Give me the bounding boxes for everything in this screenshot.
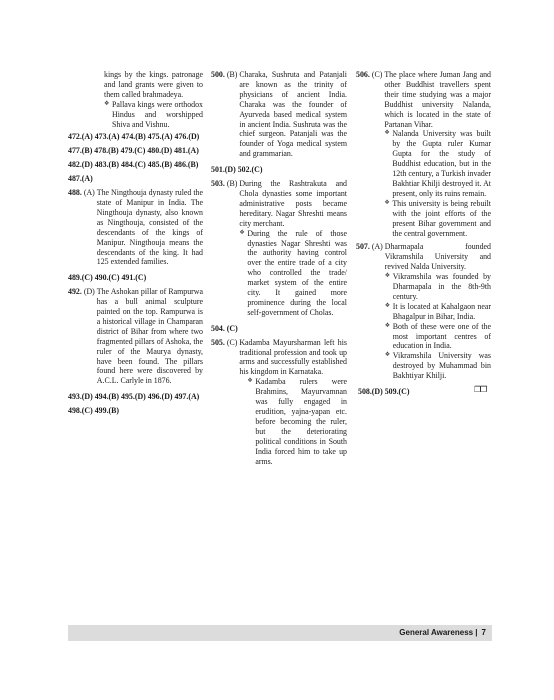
bullet-icon: ❖	[247, 378, 253, 385]
question-number: 488.	[68, 188, 82, 198]
explanation-block	[384, 70, 491, 238]
bullet-icon: ❖	[239, 229, 245, 236]
explanation-block	[385, 242, 491, 381]
answer-row: 487.(A)	[68, 174, 93, 184]
answer-row: 482.(D) 483.(B) 484.(C) 485.(B) 486.(B)	[68, 160, 199, 170]
question-number: 505.	[211, 337, 225, 347]
bullet-icon: ❖	[384, 199, 390, 206]
answer-entry-505	[211, 338, 347, 467]
bullet-item	[385, 272, 491, 302]
bullet-text: Vikramshila was founded by Dharmapala in the 8th-9th century.	[392, 272, 491, 301]
bullet-item	[239, 377, 347, 466]
question-number: 506.	[356, 70, 370, 79]
answer-option: (C)	[226, 337, 238, 347]
answer-row: 493.(D) 494.(B) 495.(D) 496.(D) 497.(A)	[68, 392, 200, 402]
bullet-icon: ❖	[384, 352, 391, 359]
bullet-item	[239, 229, 347, 318]
bullet-text: It is located at Kahalgaon near Bhagalpur in Bihar, India.	[392, 301, 491, 321]
paragraph: kings by the kings. patronage and land grants were given to them called brahmadeya.	[104, 70, 203, 99]
bullet-item	[104, 100, 203, 130]
bullet-text: Kadamba rulers were Brahmins, Mayurvamnan was fully engaged in erudition, yajna-yapan etc. before becoming the ruler, but the deteriorating political conditions in South India forced him to take up arms.	[255, 377, 347, 466]
answer-option: (C)	[371, 70, 383, 79]
answer-row: 477.(B) 478.(B) 479.(C) 480.(D) 481.(A)	[68, 146, 199, 156]
column-right	[356, 70, 491, 401]
answer-row: 501.(D) 502.(C)	[211, 165, 263, 175]
bullet-text: Nalanda University was built by the Gupta ruler Kumar Gupta for the study of Buddhist education, but in the 12th century, a Turkish invader Bakhtiar Khilji destroyed it. At present, only its ruins remain.	[392, 129, 491, 198]
answer-entry-500	[211, 70, 347, 159]
question-number: 507.	[356, 242, 370, 252]
page-number: 7	[481, 628, 486, 637]
answer-row: 489.(C) 490.(C) 491.(C)	[68, 273, 147, 283]
bullet-icon: ❖	[384, 302, 391, 309]
bullet-icon: ❖	[384, 130, 390, 137]
bullet-icon: ❖	[384, 322, 391, 329]
answer-entry-503	[211, 179, 347, 318]
answer-entry-492	[68, 287, 203, 386]
answer-entry-507	[356, 242, 491, 381]
column-left	[68, 70, 203, 420]
bullet-text: During the rule of those dynasties Nagar Shreshti was the authority having control over the entire trade of a city who controlled the trade/ market system of the entire city. It gained more prominence during the local self-government of Cholas.	[247, 228, 347, 317]
answer-row: 508.(D) 509.(C)	[358, 387, 410, 397]
explanation-text: Charaka, Sushruta and Patanjali are known as the trinity of physicians of ancient India. Charaka was the founder of Ayurveda based medical system in ancient India. Sushruta was the chief surgeon. Patanjali was the founder of Yoga medical system and grammarian.	[239, 70, 347, 159]
question-number: 503.	[211, 179, 225, 189]
explanation-text: Kadamba Mayursharman left his traditional profession and took up arms and successfully established his kingdom in Karnataka.	[239, 337, 347, 377]
explanation-text: The Ningthouja dynasty ruled the state of Manipur in India. The Ningthouja dynasty, also known as Ningthouja, consisted of the descendants of the kings of Manipur. Ningthouja means the descendants of the king. It had 125 extended families.	[96, 188, 203, 267]
bullet-item	[384, 129, 491, 198]
column-middle	[211, 70, 347, 466]
bullet-text: Vikramshila University was destroyed by Muhammad bin Bakhtiyar Khilji.	[392, 351, 491, 381]
end-of-section-icon: ❐❐	[474, 385, 487, 394]
bullet-text: Pallava kings were orthodox Hindus and worshipped Shiva and Vishnu.	[112, 99, 203, 129]
answer-row: 472.(A) 473.(A) 474.(B) 475.(A) 476.(D)	[68, 132, 200, 142]
bullet-item	[385, 351, 491, 381]
answer-option: (A)	[371, 242, 383, 252]
bullet-icon: ❖	[104, 100, 110, 107]
answer-entry-488	[68, 188, 203, 267]
continued-text	[68, 70, 203, 129]
answer-entry-506	[356, 70, 491, 238]
answer-option: (D)	[83, 287, 95, 297]
explanation-text: During the Rashtrakuta and Chola dynasties some important administrative posts became hereditary. Nagar Shreshti means city merchant.	[239, 179, 347, 228]
answer-option: (B)	[226, 179, 238, 189]
explanation-text: The place where Juman Jang and other Buddhist travellers spent their time studying was a major Buddhist university Nalanda, which is located in the state of Partanan Vihar.	[384, 70, 491, 129]
bullet-text: This university is being rebuilt with the joint efforts of the present Bihar government and the central government.	[392, 198, 491, 238]
answer-option: (A)	[83, 188, 95, 198]
answer-option: (B)	[226, 70, 238, 79]
explanation-text: The Ashokan pillar of Rampurwa has a bull animal sculpture painted on the top. Rampurwa is a historical village in Champaran district of Bihar from where two fragmented pillars of Ashoka, the ruler of the Maurya dynasty, have been found. The pillars found here were discovered by A.C.L. Carlyle in 1876.	[96, 287, 203, 386]
explanation-text: Dharmapala founded Vikramshila University and revived Nalda University.	[384, 242, 491, 272]
answer-row: 498.(C) 499.(B)	[68, 406, 120, 416]
footer-label: General Awareness |	[399, 628, 478, 637]
bullet-item	[385, 302, 491, 322]
explanation-block	[239, 338, 347, 467]
explanation-block	[239, 179, 347, 318]
bullet-item	[385, 322, 491, 352]
question-number: 500.	[211, 70, 225, 79]
page-footer	[68, 625, 492, 641]
bullet-text: Both of these were one of the most important centres of education in India.	[392, 321, 491, 351]
question-number: 492.	[68, 287, 82, 297]
bullet-item	[384, 199, 491, 239]
bullet-icon: ❖	[384, 273, 391, 280]
answer-row: 504. (C)	[211, 323, 238, 333]
